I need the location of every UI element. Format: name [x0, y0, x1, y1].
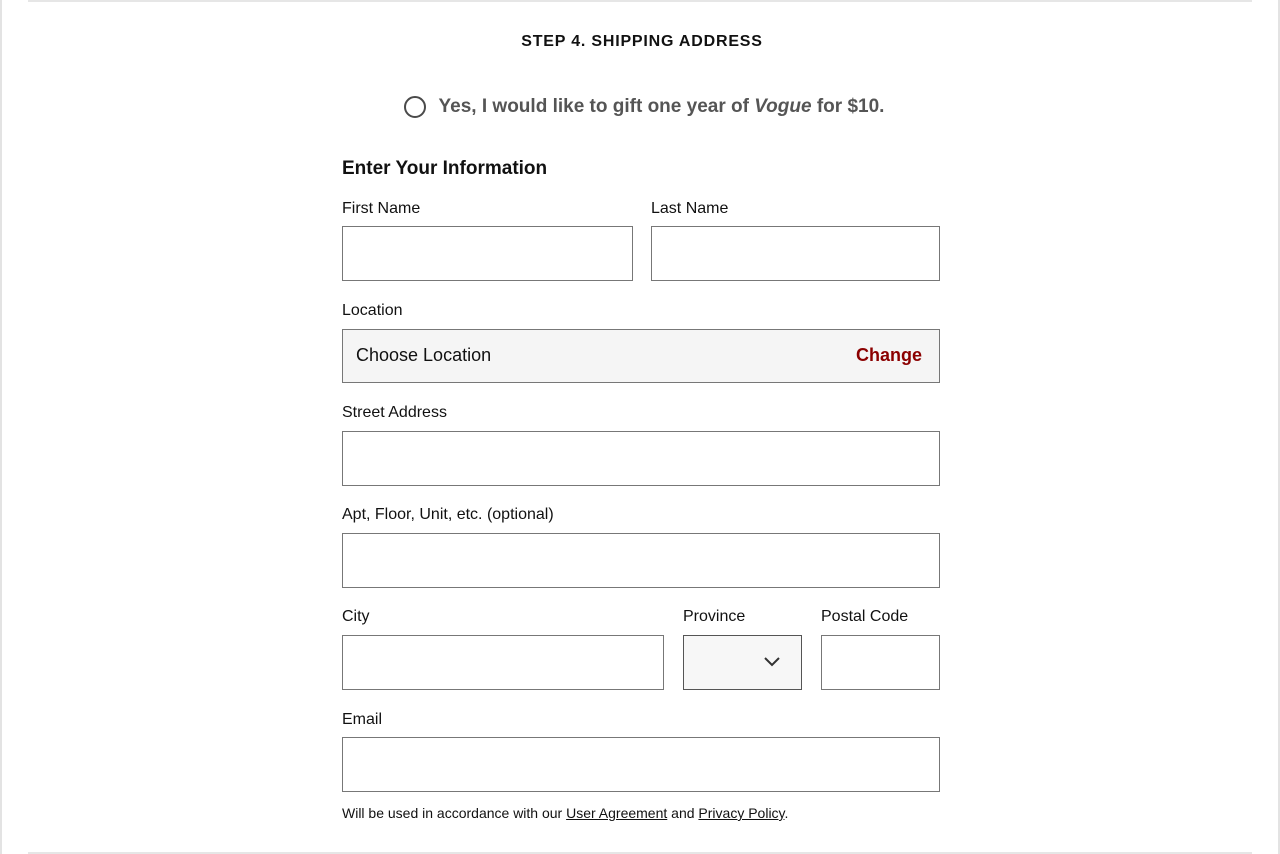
city-field[interactable] [342, 635, 664, 690]
location-selector[interactable] [342, 329, 940, 383]
top-divider [28, 0, 1252, 2]
gift-text-after: for $10. [811, 96, 885, 117]
street-address-label: Street Address [342, 404, 447, 421]
step-title: STEP 4. SHIPPING ADDRESS [521, 33, 763, 50]
gift-option-label [439, 96, 885, 118]
location-value: Choose Location [356, 345, 492, 365]
radio-unchecked-icon[interactable] [404, 96, 426, 118]
first-name-field[interactable] [342, 226, 633, 281]
privacy-policy-link[interactable]: Privacy Policy [698, 805, 785, 821]
gift-magazine-name: Vogue [754, 96, 812, 117]
first-name-label: First Name [342, 200, 421, 217]
form-heading: Enter Your Information [342, 158, 548, 179]
apt-label: Apt, Floor, Unit, etc. (optional) [342, 506, 554, 523]
city-label: City [342, 608, 370, 625]
email-label: Email [342, 711, 383, 728]
change-location-link[interactable]: Change [855, 345, 922, 365]
last-name-label: Last Name [651, 200, 729, 217]
apt-field[interactable] [342, 533, 940, 588]
street-address-field[interactable] [342, 431, 940, 486]
user-agreement-link[interactable]: User Agreement [566, 805, 668, 821]
province-select[interactable] [683, 635, 802, 690]
chevron-down-icon [763, 654, 781, 668]
email-field[interactable] [342, 737, 940, 792]
privacy-note-suffix: . [784, 805, 789, 821]
location-label: Location [342, 302, 403, 319]
privacy-note [342, 805, 788, 821]
postal-code-label: Postal Code [821, 608, 909, 625]
gift-text-before: Yes, I would like to gift one year of [438, 96, 755, 117]
gift-option[interactable] [2, 92, 1280, 122]
postal-code-field[interactable] [821, 635, 940, 690]
last-name-field[interactable] [651, 226, 940, 281]
privacy-note-prefix: Will be used in accordance with our [342, 805, 567, 821]
province-label: Province [683, 608, 746, 625]
privacy-note-middle: and [667, 805, 699, 821]
